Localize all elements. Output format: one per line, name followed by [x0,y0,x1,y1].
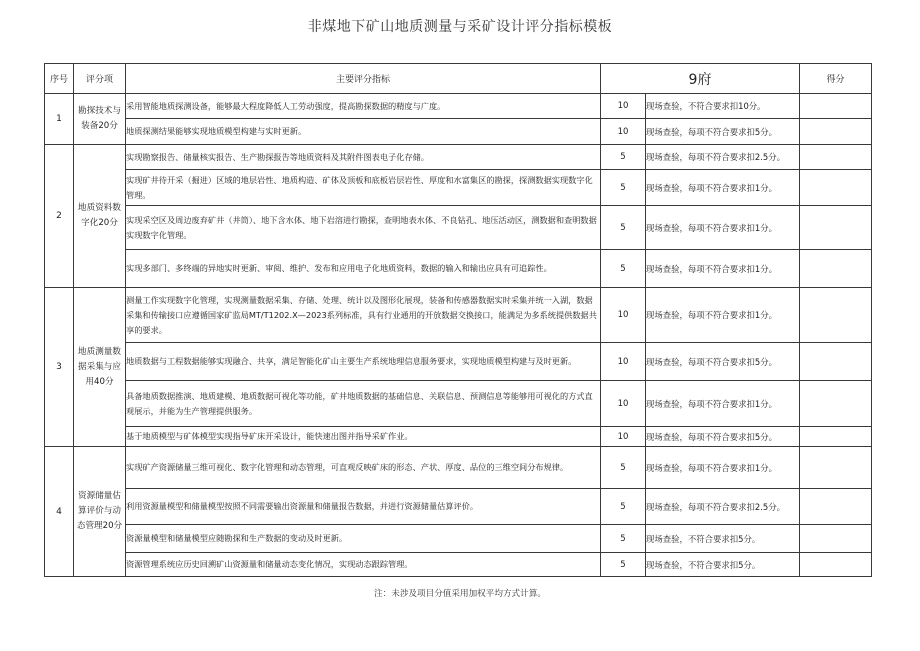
section-number: 4 [45,447,74,577]
score-value: 5 [601,447,646,489]
section-number: 2 [45,145,74,288]
table-row [45,119,872,145]
table-row [45,427,872,447]
gained-cell[interactable] [800,447,872,489]
scoring-table [44,63,872,577]
scoring-standard: 现场查验，每项不符合要求扣1分。 [646,447,800,489]
table-row [45,447,872,489]
gained-cell[interactable] [800,145,872,170]
score-value: 10 [601,288,646,343]
gained-cell[interactable] [800,381,872,427]
section-number: 3 [45,288,74,447]
header-score: 9府 [601,64,800,94]
gained-cell[interactable] [800,170,872,206]
scoring-standard: 现场查验，每项不符合要求扣1分。 [646,250,800,288]
header-no: 序号 [45,64,74,94]
table-row [45,94,872,119]
table-row [45,206,872,250]
header-gained: 得分 [800,64,872,94]
gained-cell[interactable] [800,427,872,447]
gained-cell[interactable] [800,489,872,525]
scoring-standard: 现场查验，每项不符合要求扣1分。 [646,381,800,427]
scoring-standard: 现场查验，每项不符合要求扣5分。 [646,119,800,145]
table-row [45,250,872,288]
section-category: 地质资料数字化20分 [74,145,126,288]
indicator-text: 实现矿产资源储量三维可视化、数字化管理和动态管理，可直观反映矿床的形态、产状、厚度、品位的三维空间分布规律。 [126,447,601,489]
table-row [45,343,872,381]
indicator-text: 基于地质模型与矿体模型实现指导矿床开采设计，能快速出图并指导采矿作业。 [126,427,601,447]
section-number: 1 [45,94,74,145]
indicator-text: 资源管理系统应历史回溯矿山资源量和储量动态变化情况，实现动态跟踪管理。 [126,553,601,577]
scoring-standard: 现场查验，每项不符合要求扣5分。 [646,343,800,381]
score-value: 5 [601,553,646,577]
score-value: 5 [601,170,646,206]
section-category: 地质测量数据采集与应用40分 [74,288,126,447]
table-row [45,170,872,206]
gained-cell[interactable] [800,343,872,381]
indicator-text: 实现勘察报告、储量核实报告、生产勘探报告等地质资料及其附件图表电子化存储。 [126,145,601,170]
table-row [45,288,872,343]
indicator-text: 地质数据与工程数据能够实现融合、共享，满足智能化矿山主要生产系统地理信息服务要求，实现地质模型构建与及时更新。 [126,343,601,381]
indicator-text: 实现矿井待开采（掘进）区域的地层岩性、地质构造、矿体及顶板和底板岩层岩性、厚度和水富集区的勘探，探测数据实现数字化管理。 [126,170,601,206]
score-value: 10 [601,343,646,381]
indicator-text: 实现采空区及周边废弃矿井（井筒）、地下含水体、地下岩溶进行勘探，查明地表水体、不良钻孔、地压活动区，测数据和查明数据实现数字化管理。 [126,206,601,250]
score-value: 5 [601,250,646,288]
scoring-standard: 现场查验，每项不符合要求扣1分。 [646,206,800,250]
score-value: 5 [601,489,646,525]
indicator-text: 测量工作实现数字化管理，实现测量数据采集、存储、处理、统计以及图形化展现，装备和传感器数据实时采集并统一入湖，数据采集和传输接口应遵循国家矿监局MT/T1202.X—2023系列标准，具有行业通用的开放数据交换接口，能满足为多系统提供数据共享的要求。 [126,288,601,343]
score-value: 10 [601,119,646,145]
table-row [45,145,872,170]
score-value: 10 [601,427,646,447]
scoring-standard: 现场查验，每项不符合要求扣5分。 [646,427,800,447]
indicator-text: 利用资源量模型和储量模型按照不同需要输出资源量和储量报告数据，并进行资源储量估算评价。 [126,489,601,525]
table-row [45,489,872,525]
score-value: 5 [601,525,646,553]
indicator-text: 具备地质数据推演、地质建模、地质数据可视化等功能，矿井地质数据的基础信息、关联信息、预测信息等能够用可视化的方式直观展示，并能为生产管理提供服务。 [126,381,601,427]
scoring-standard: 现场查验，不符合要求扣5分。 [646,525,800,553]
gained-cell[interactable] [800,553,872,577]
footnote: 注：未涉及项目分值采用加权平均方式计算。 [374,589,546,599]
gained-cell[interactable] [800,525,872,553]
scoring-standard: 现场查验，每项不符合要求扣2.5分。 [646,145,800,170]
section-category: 勘探技术与装备20分 [74,94,126,145]
header-indicator: 主要评分指标 [126,64,601,94]
gained-cell[interactable] [800,119,872,145]
score-value: 5 [601,145,646,170]
gained-cell[interactable] [800,206,872,250]
gained-cell[interactable] [800,288,872,343]
gained-cell[interactable] [800,250,872,288]
section-category: 资源储量估算评价与动态管理20分 [74,447,126,577]
table-row [45,525,872,553]
scoring-standard: 现场查验，每项不符合要求扣1分。 [646,170,800,206]
scoring-standard: 现场查验，每项不符合要求扣1分。 [646,288,800,343]
table-header-row [45,64,872,94]
scoring-standard: 现场查验，不符合要求扣5分。 [646,553,800,577]
scoring-standard: 现场查验，每项不符合要求扣2.5分。 [646,489,800,525]
indicator-text: 地质探测结果能够实现地质模型构建与实时更新。 [126,119,601,145]
indicator-text: 资源量模型和储量模型应随勘探和生产数据的变动及时更新。 [126,525,601,553]
page-title: 非煤地下矿山地质测量与采矿设计评分指标模板 [307,19,613,35]
indicator-text: 采用智能地质探测设备，能够最大程度降低人工劳动强度，提高勘探数据的精度与广度。 [126,94,601,119]
table-row [45,553,872,577]
indicator-text: 实现多部门、多终端的异地实时更新、审阅、维护、发布和应用电子化地质资料，数据的输入和输出应具有可追踪性。 [126,250,601,288]
score-value: 10 [601,94,646,119]
table-row [45,381,872,427]
scoring-standard: 现场查验，不符合要求扣10分。 [646,94,800,119]
header-category: 评分项 [74,64,126,94]
score-value: 10 [601,381,646,427]
score-value: 5 [601,206,646,250]
gained-cell[interactable] [800,94,872,119]
